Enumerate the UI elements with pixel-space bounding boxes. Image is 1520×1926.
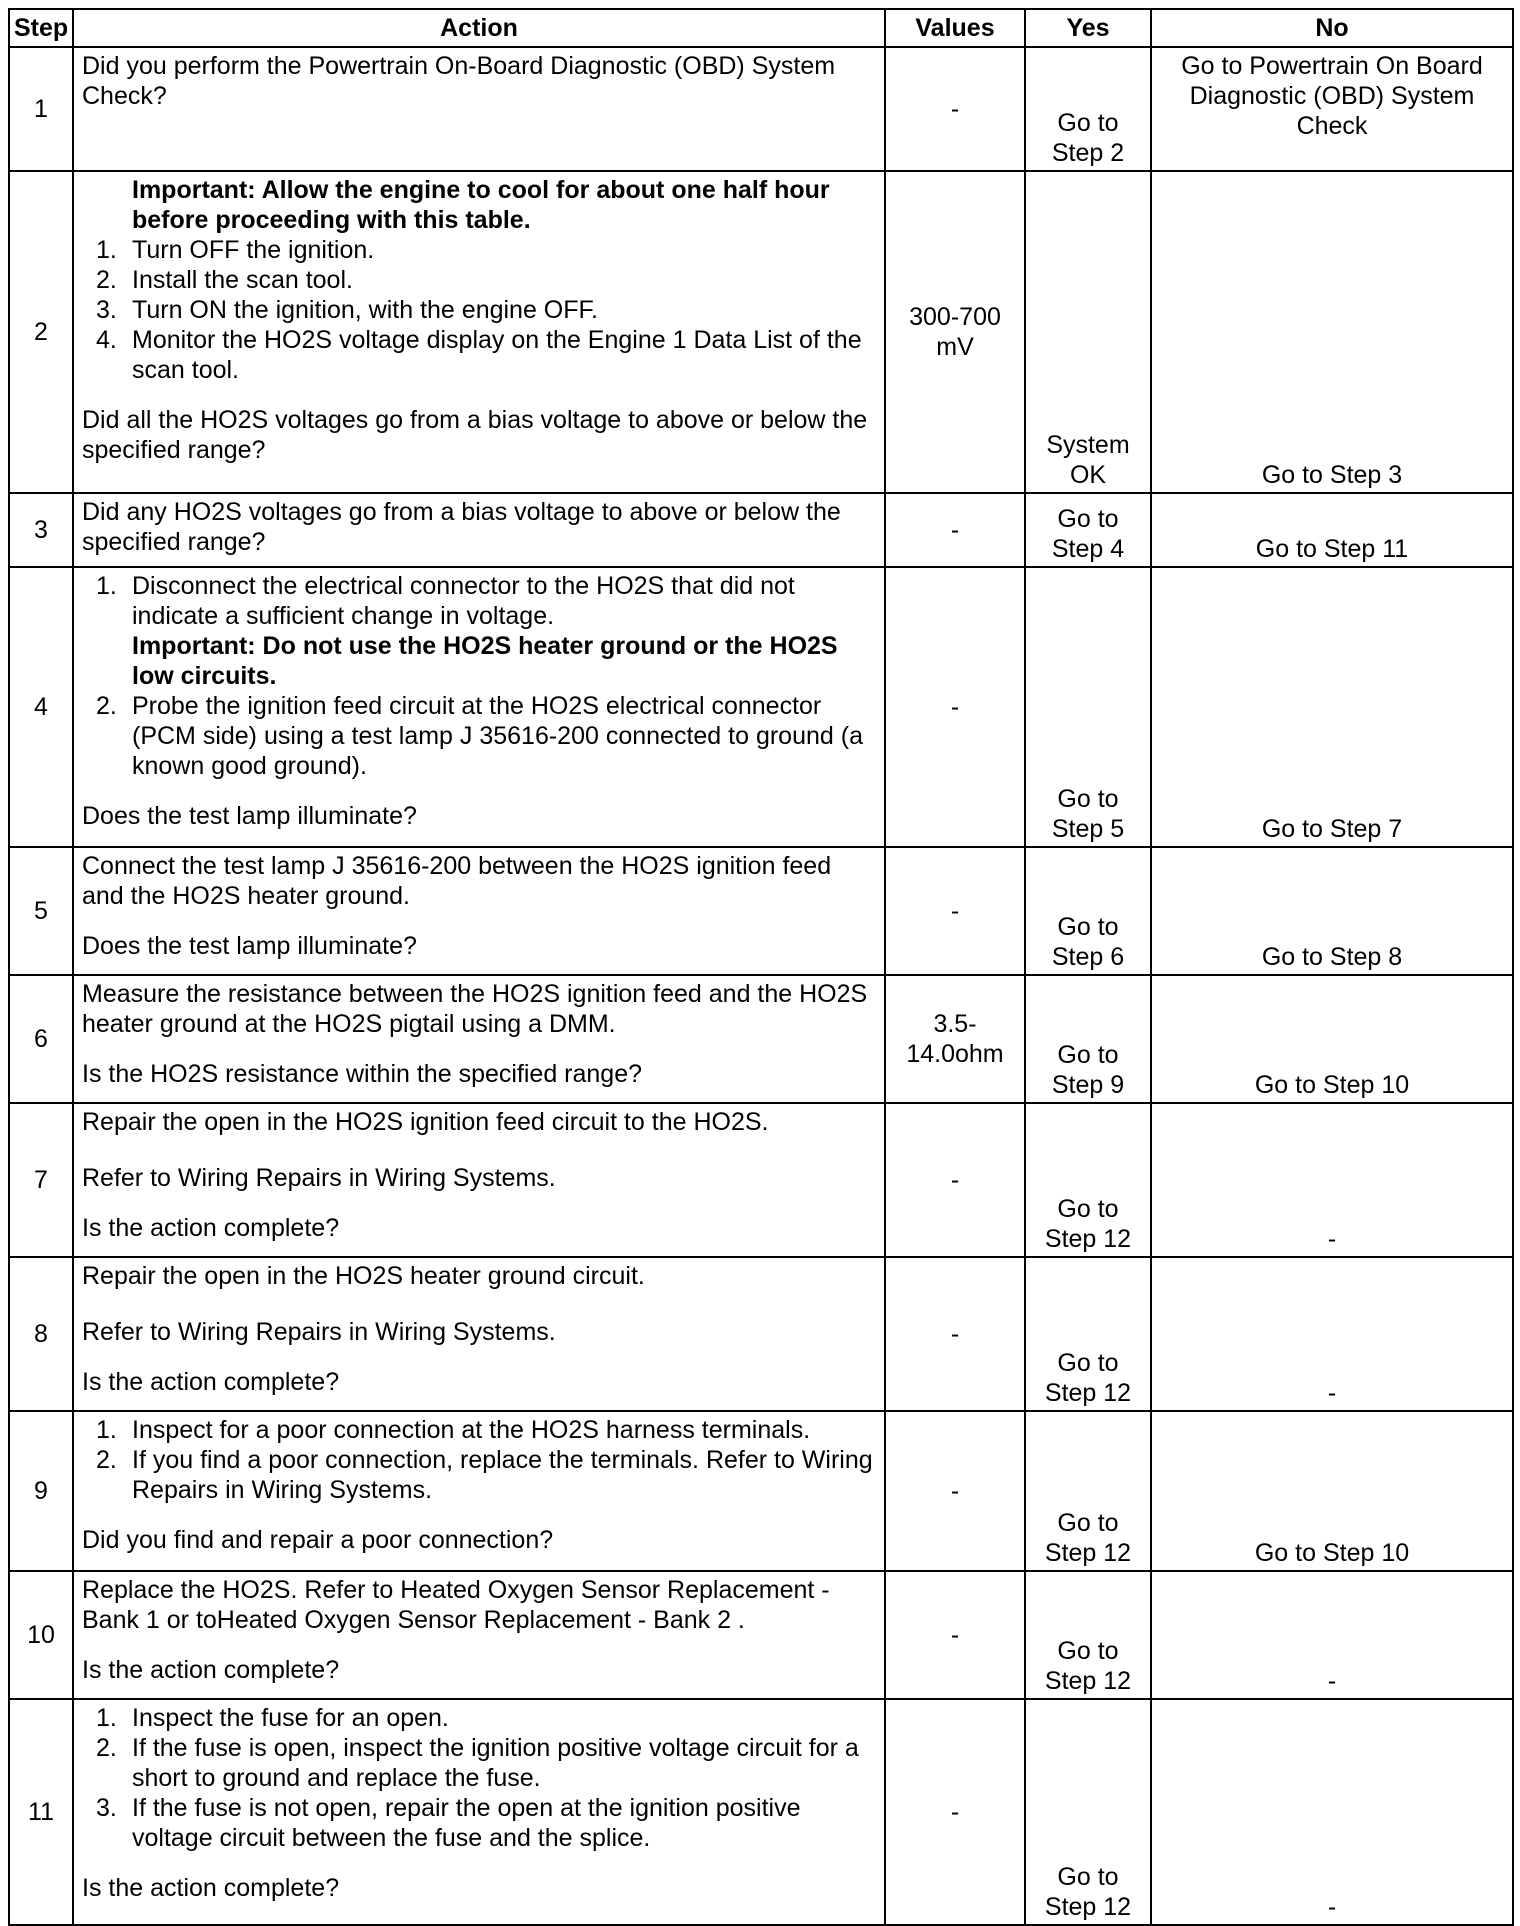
list-item-text: Inspect the fuse for an open. [132,1704,449,1732]
yes-cell: Go to Step 12 [1025,1571,1151,1699]
no-cell: - [1151,1699,1513,1925]
values-cell: - [885,493,1025,567]
no-cell: - [1151,1257,1513,1411]
list-item-text: Install the scan tool. [132,266,353,294]
table-row [9,567,1513,847]
list-item: 2. Probe the ignition feed circuit at the HO2S electrical connector (PCM side) using a test lamp J 35616-200 connected to ground (a known good ground). [96,692,863,780]
question-text: Is the action complete? [82,1214,340,1242]
list-item-text: If the fuse is not open, repair the open at the ignition positive voltage circuit between the fuse and the splice. [132,1794,801,1852]
values-cell: - [885,847,1025,975]
list-item-text: Inspect for a poor connection at the HO2S harness terminals. [132,1416,811,1444]
list-item: 3. If the fuse is not open, repair the open at the ignition positive voltage circuit between the fuse and the splice. [96,1794,801,1852]
action-cell [73,1411,885,1571]
diagnostic-table-sheet [8,8,1512,1926]
action-cell [73,1699,885,1925]
action-text: Did any HO2S voltages go from a bias voltage to above or below the specified range? [82,498,841,556]
action-cell [73,493,885,567]
yes-cell: Go to Step 2 [1025,47,1151,171]
list-item: 3. Turn ON the ignition, with the engine OFF. [96,296,598,324]
no-cell: Go to Step 7 [1151,567,1513,847]
step-number: 9 [9,1411,73,1571]
header-no: No [1151,9,1513,47]
action-cell [73,1571,885,1699]
values-cell: - [885,1699,1025,1925]
values-cell: - [885,1103,1025,1257]
action-cell [73,1257,885,1411]
action-cell [73,847,885,975]
list-item-text: Turn OFF the ignition. [132,236,375,264]
question-text: Is the action complete? [82,1656,340,1684]
step-number: 2 [9,171,73,493]
action-list [82,235,876,385]
action-list [82,571,876,781]
action-list [82,1415,876,1505]
action-cell [73,171,885,493]
values-cell: - [885,47,1025,171]
yes-cell: System OK [1025,171,1151,493]
header-yes: Yes [1025,9,1151,47]
values-cell: - [885,567,1025,847]
no-cell: Go to Step 10 [1151,1411,1513,1571]
list-item-text: If the fuse is open, inspect the ignition positive voltage circuit for a short to ground and replace the fuse. [132,1734,859,1792]
list-item: 1. Turn OFF the ignition. [96,236,375,264]
question-text: Does the test lamp illuminate? [82,932,417,960]
question-text: Is the action complete? [82,1874,340,1902]
table-row [9,1699,1513,1925]
no-cell: Go to Powertrain On Board Diagnostic (OBD) System Check [1151,47,1513,171]
step-number: 7 [9,1103,73,1257]
action-cell [73,47,885,171]
header-step: Step [9,9,73,47]
table-row [9,1103,1513,1257]
list-item-text: Monitor the HO2S voltage display on the Engine 1 Data List of the scan tool. [132,326,862,384]
list-item-text: If you find a poor connection, replace the terminals. Refer to Wiring Repairs in Wiring Systems. [132,1446,873,1504]
action-cell [73,567,885,847]
action-text: Did you perform the Powertrain On-Board Diagnostic (OBD) System Check? [82,52,836,110]
refer-text: Refer to Wiring Repairs in Wiring Systems. [82,1318,556,1346]
action-cell [73,1103,885,1257]
values-cell: - [885,1257,1025,1411]
yes-cell: Go to Step 4 [1025,493,1151,567]
action-cell [73,975,885,1103]
yes-cell: Go to Step 9 [1025,975,1151,1103]
list-item: 4. Monitor the HO2S voltage display on the Engine 1 Data List of the scan tool. [96,326,862,384]
action-text: Replace the HO2S. Refer to Heated Oxygen Sensor Replacement - Bank 1 or toHeated Oxygen Sensor Replacement - Bank 2 . [82,1576,830,1634]
list-item: 2. Install the scan tool. [96,266,353,294]
list-item: 1. Disconnect the electrical connector to the HO2S that did not indicate a sufficient change in voltage. Important: Do not use the HO2S heater ground or the HO2S low circuits. [82,571,876,691]
table-row [9,975,1513,1103]
list-item: 2. If the fuse is open, inspect the ignition positive voltage circuit for a short to ground and replace the fuse. [96,1734,859,1792]
no-cell: - [1151,1103,1513,1257]
action-text: Repair the open in the HO2S ignition feed circuit to the HO2S. [82,1108,769,1136]
no-cell: Go to Step 3 [1151,171,1513,493]
step-number: 3 [9,493,73,567]
list-item: 1. Inspect the fuse for an open. [96,1704,449,1732]
list-item-text: Disconnect the electrical connector to the HO2S that did not indicate a sufficient change in voltage. [132,572,795,630]
question-text: Is the action complete? [82,1368,340,1396]
table-row [9,171,1513,493]
no-cell: - [1151,1571,1513,1699]
header-values: Values [885,9,1025,47]
values-cell: - [885,1411,1025,1571]
step-number: 1 [9,47,73,171]
question-text: Is the HO2S resistance within the specified range? [82,1060,643,1088]
step-number: 6 [9,975,73,1103]
question-text: Did you find and repair a poor connection? [82,1526,554,1554]
values-cell: 3.5-14.0ohm [885,975,1025,1103]
yes-cell: Go to Step 6 [1025,847,1151,975]
step-number: 4 [9,567,73,847]
diagnostic-table [8,8,1514,1926]
table-row [9,1257,1513,1411]
table-row [9,847,1513,975]
refer-text: Refer to Wiring Repairs in Wiring Systems. [82,1164,556,1192]
header-action: Action [73,9,885,47]
table-row [9,1411,1513,1571]
list-item: 1. Inspect for a poor connection at the HO2S harness terminals. [96,1416,811,1444]
list-item-text: Probe the ignition feed circuit at the HO2S electrical connector (PCM side) using a test lamp J 35616-200 connected to ground (a known good ground). [132,692,863,780]
important-note: Important: Allow the engine to cool for about one half hour before proceeding with this table. [132,176,830,234]
step-number: 11 [9,1699,73,1925]
list-item-text: Turn ON the ignition, with the engine OFF. [132,296,598,324]
important-note: Important: Do not use the HO2S heater ground or the HO2S low circuits. [132,632,838,690]
question-text: Did all the HO2S voltages go from a bias voltage to above or below the specified range? [82,406,868,464]
action-text: Connect the test lamp J 35616-200 between the HO2S ignition feed and the HO2S heater ground. [82,852,832,910]
no-cell: Go to Step 8 [1151,847,1513,975]
table-row [9,47,1513,171]
yes-cell: Go to Step 12 [1025,1103,1151,1257]
values-cell: - [885,1571,1025,1699]
question-text: Does the test lamp illuminate? [82,802,417,830]
step-number: 10 [9,1571,73,1699]
values-cell: 300-700 mV [885,171,1025,493]
yes-cell: Go to Step 12 [1025,1699,1151,1925]
table-row [9,493,1513,567]
yes-cell: Go to Step 12 [1025,1411,1151,1571]
no-cell: Go to Step 10 [1151,975,1513,1103]
list-item: 2. If you find a poor connection, replace the terminals. Refer to Wiring Repairs in Wiring Systems. [96,1446,873,1504]
step-number: 5 [9,847,73,975]
action-text: Measure the resistance between the HO2S ignition feed and the HO2S heater ground at the HO2S pigtail using a DMM. [82,980,868,1038]
action-list [82,1703,876,1853]
step-number: 8 [9,1257,73,1411]
table-row [9,1571,1513,1699]
yes-cell: Go to Step 5 [1025,567,1151,847]
yes-cell: Go to Step 12 [1025,1257,1151,1411]
no-cell: Go to Step 11 [1151,493,1513,567]
header-row [9,9,1513,47]
action-text: Repair the open in the HO2S heater ground circuit. [82,1262,645,1290]
